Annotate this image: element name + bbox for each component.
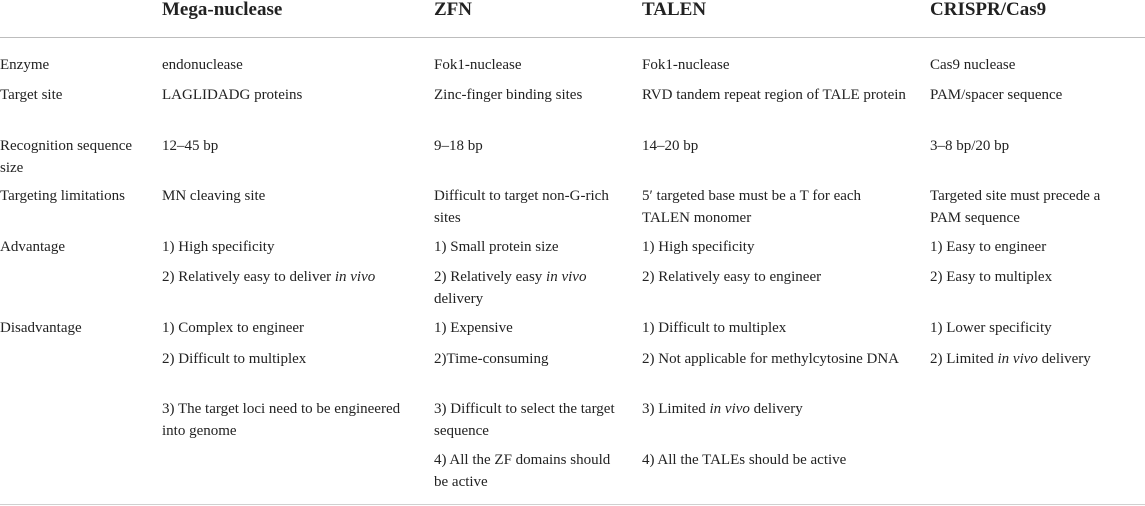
- cell-advantage-meganuclease-item-1: 1) High specificity: [162, 239, 275, 255]
- cell-targeting-limitations-crispr: Targeted site must precede a PAM sequence: [930, 188, 1101, 226]
- cell-advantage-talen-item-2: 2) Relatively easy to engineer: [642, 269, 822, 285]
- cell-disadvantage-meganuclease-item-2: 2) Difficult to multiplex: [162, 351, 307, 367]
- cell-disadvantage-talen-item-4: 4) All the TALEs should be active: [642, 452, 847, 468]
- cell-advantage-crispr-item-1: 1) Easy to engineer: [930, 239, 1047, 255]
- cell-recognition-size-crispr: 3–8 bp/20 bp: [930, 138, 1010, 154]
- row-label-recognition-size: Recognition sequence size: [0, 138, 133, 176]
- cell-disadvantage-zfn-item-3: 3) Difficult to select the target sequence: [434, 401, 615, 439]
- row-label-disadvantage: Disadvantage: [0, 320, 82, 336]
- cell-recognition-size-zfn: 9–18 bp: [434, 138, 483, 154]
- cell-advantage-talen-item-1: 1) High specificity: [642, 239, 755, 255]
- cell-enzyme-talen: Fok1-nuclease: [642, 57, 730, 73]
- cell-target-site-meganuclease: LAGLIDADG proteins: [162, 87, 303, 103]
- cell-disadvantage-zfn-item-2: 2)Time-consuming: [434, 351, 549, 367]
- cell-targeting-limitations-zfn: Difficult to target non-G-rich sites: [434, 188, 609, 226]
- row-label-enzyme: Enzyme: [0, 57, 50, 73]
- header-crispr: CRISPR/Cas9: [930, 0, 1047, 20]
- header-zfn: ZFN: [434, 0, 472, 20]
- cell-disadvantage-crispr-item-2: 2) Limited in vivo delivery: [930, 351, 1091, 367]
- cell-advantage-meganuclease-item-2: 2) Relatively easy to deliver in vivo: [162, 269, 376, 285]
- header-meganuclease: Mega-nuclease: [162, 0, 283, 20]
- cell-disadvantage-zfn-item-1: 1) Expensive: [434, 320, 513, 336]
- table-header-row: [0, 0, 1145, 38]
- cell-advantage-zfn-item-2: 2) Relatively easy in vivo delivery: [434, 269, 587, 307]
- cell-target-site-crispr: PAM/spacer sequence: [930, 87, 1063, 103]
- cell-disadvantage-zfn-item-4: 4) All the ZF domains should be active: [434, 452, 611, 490]
- cell-disadvantage-meganuclease-item-3: 3) The target loci need to be engineered into genome: [162, 401, 401, 439]
- cell-advantage-zfn-item-1: 1) Small protein size: [434, 239, 559, 255]
- cell-disadvantage-talen-item-2: 2) Not applicable for methylcytosine DNA: [642, 351, 900, 367]
- cell-disadvantage-talen-item-1: 1) Difficult to multiplex: [642, 320, 787, 336]
- cell-advantage-crispr-item-2: 2) Easy to multiplex: [930, 269, 1053, 285]
- cell-enzyme-zfn: Fok1-nuclease: [434, 57, 522, 73]
- cell-targeting-limitations-meganuclease: MN cleaving site: [162, 188, 266, 204]
- cell-disadvantage-talen-item-3: 3) Limited in vivo delivery: [642, 401, 803, 417]
- cell-targeting-limitations-talen: 5′ targeted base must be a T for each TALEN monomer: [642, 188, 862, 226]
- cell-enzyme-crispr: Cas9 nuclease: [930, 57, 1016, 73]
- header-talen: TALEN: [642, 0, 707, 20]
- cell-target-site-talen: RVD tandem repeat region of TALE protein: [642, 87, 906, 103]
- cell-enzyme-meganuclease: endonuclease: [162, 57, 243, 73]
- row-label-target-site: Target site: [0, 87, 63, 103]
- cell-recognition-size-meganuclease: 12–45 bp: [162, 138, 219, 154]
- cell-disadvantage-crispr-item-1: 1) Lower specificity: [930, 320, 1052, 336]
- bottom-rule: [0, 504, 1145, 505]
- row-label-advantage: Advantage: [0, 239, 65, 255]
- row-label-targeting-limitations: Targeting limitations: [0, 188, 125, 204]
- cell-disadvantage-meganuclease-item-1: 1) Complex to engineer: [162, 320, 305, 336]
- cell-recognition-size-talen: 14–20 bp: [642, 138, 699, 154]
- cell-target-site-zfn: Zinc-finger binding sites: [434, 87, 583, 103]
